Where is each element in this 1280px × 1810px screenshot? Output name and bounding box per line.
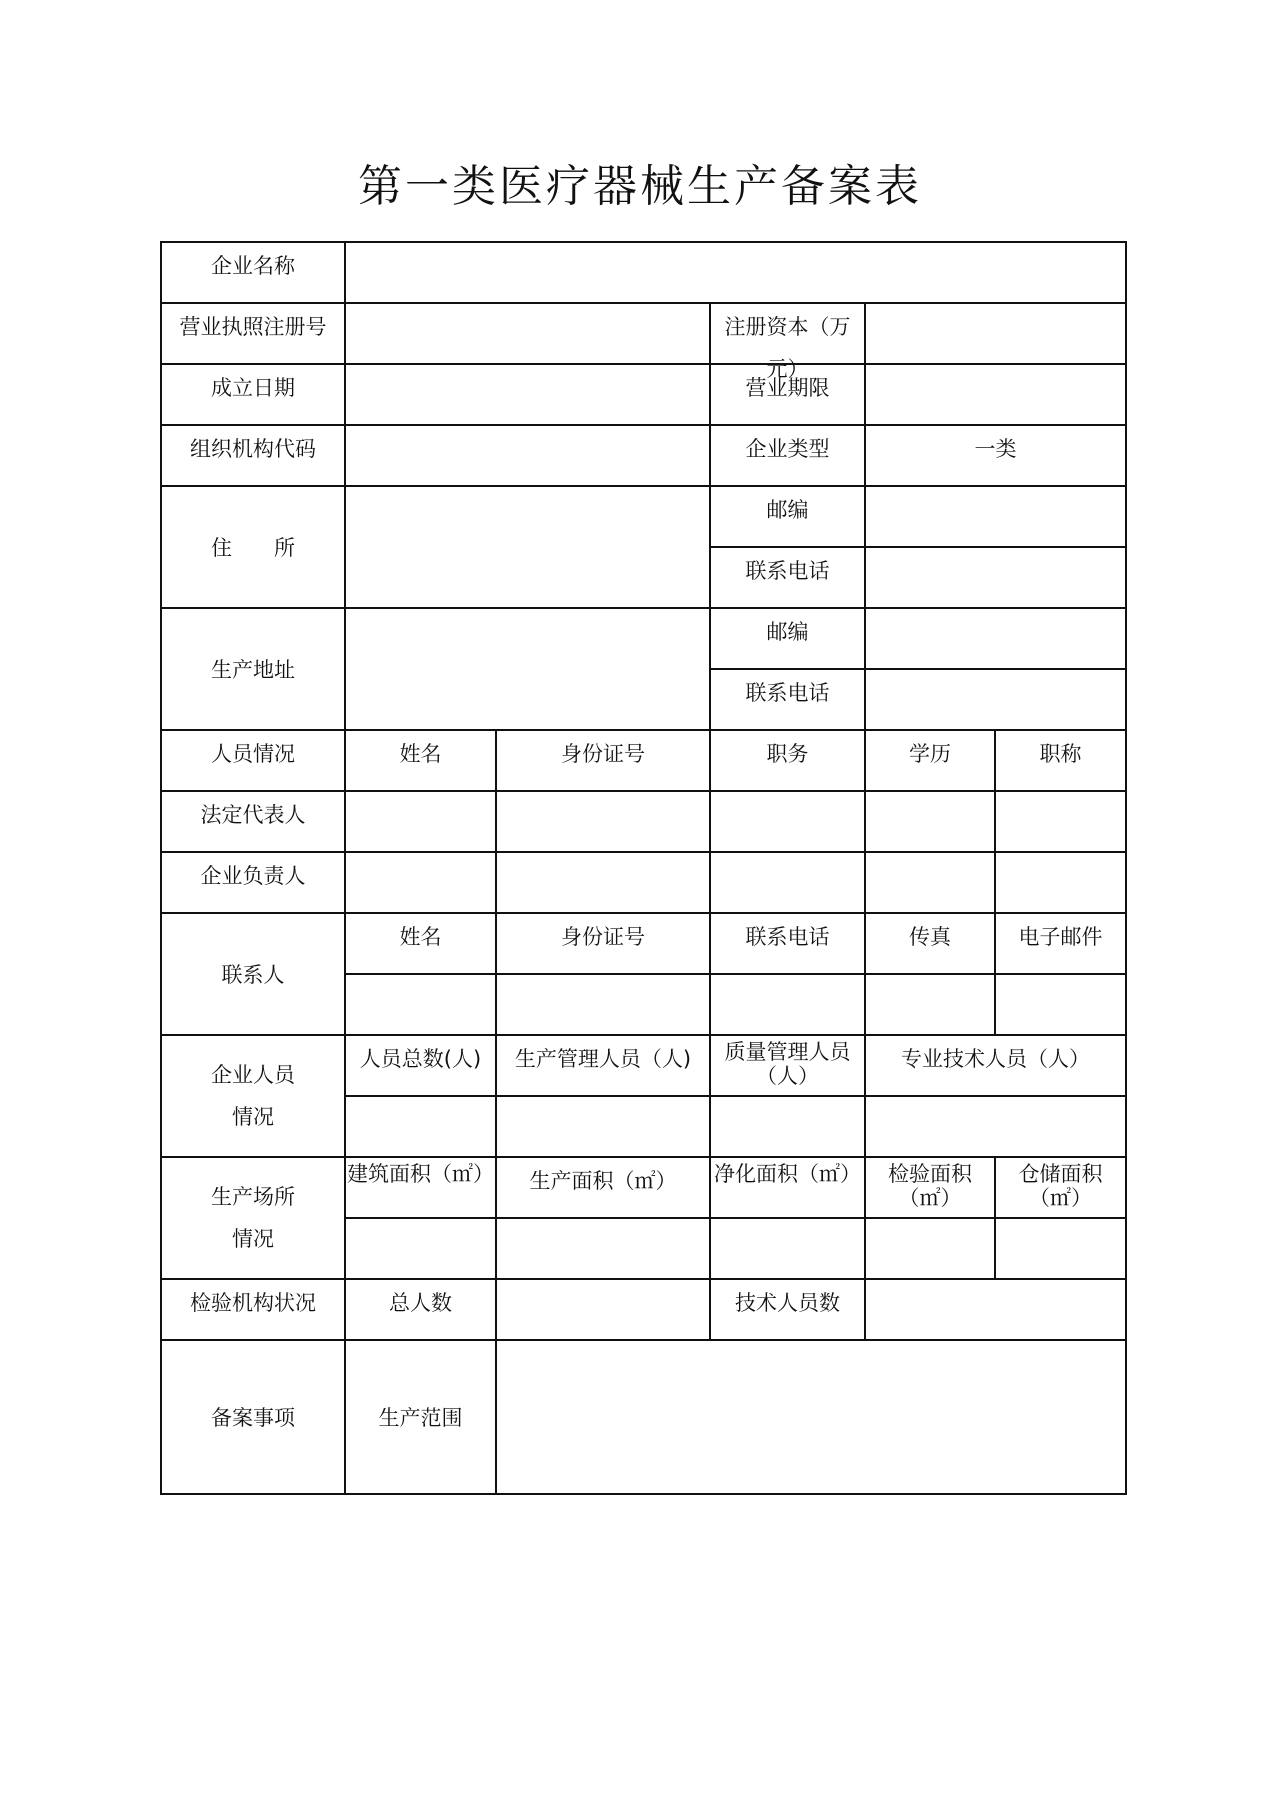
registered-capital-label: 注册资本（万元）: [710, 303, 865, 364]
org-code-field[interactable]: [345, 425, 710, 486]
site-col-storage-area: 仓储面积（㎡）: [995, 1157, 1126, 1218]
staff-col-technical: 专业技术人员（人）: [865, 1035, 1126, 1096]
production-phone-field[interactable]: [865, 669, 1126, 730]
residence-postcode-field[interactable]: [865, 486, 1126, 547]
legal-rep-label: 法定代表人: [161, 791, 345, 852]
contact-label: 联系人: [161, 913, 345, 1035]
personnel-col-education: 学历: [865, 730, 995, 791]
personnel-col-title: 职称: [995, 730, 1126, 791]
residence-label: 住 所: [161, 486, 345, 608]
contact-col-id: 身份证号: [496, 913, 710, 974]
company-name-label: 企业名称: [161, 242, 345, 303]
staff-total-field[interactable]: [345, 1096, 496, 1157]
personnel-header: 人员情况: [161, 730, 345, 791]
legal-rep-id-field[interactable]: [496, 791, 710, 852]
manager-position-field[interactable]: [710, 852, 865, 913]
staff-technical-field[interactable]: [865, 1096, 1126, 1157]
legal-rep-position-field[interactable]: [710, 791, 865, 852]
manager-title-field[interactable]: [995, 852, 1126, 913]
founding-date-label: 成立日期: [161, 364, 345, 425]
contact-name-field[interactable]: [345, 974, 496, 1035]
production-scope-label: 生产范围: [345, 1340, 496, 1494]
contact-fax-field[interactable]: [865, 974, 995, 1035]
business-term-field[interactable]: [865, 364, 1126, 425]
residence-phone-label: 联系电话: [710, 547, 865, 608]
company-type-value: 一类: [865, 425, 1126, 486]
site-building-area-field[interactable]: [345, 1218, 496, 1279]
site-inspection-area-field[interactable]: [865, 1218, 995, 1279]
inspection-total-label: 总人数: [345, 1279, 496, 1340]
staff-col-total: 人员总数(人): [345, 1035, 496, 1096]
production-phone-label: 联系电话: [710, 669, 865, 730]
org-code-label: 组织机构代码: [161, 425, 345, 486]
business-term-label: 营业期限: [710, 364, 865, 425]
contact-phone-field[interactable]: [710, 974, 865, 1035]
site-label: 生产场所 情况: [161, 1157, 345, 1279]
inspection-tech-label: 技术人员数: [710, 1279, 865, 1340]
manager-name-field[interactable]: [345, 852, 496, 913]
site-storage-area-field[interactable]: [995, 1218, 1126, 1279]
manager-id-field[interactable]: [496, 852, 710, 913]
inspection-tech-field[interactable]: [865, 1279, 1126, 1340]
production-postcode-label: 邮编: [710, 608, 865, 669]
license-no-label: 营业执照注册号: [161, 303, 345, 364]
inspection-label: 检验机构状况: [161, 1279, 345, 1340]
contact-col-email: 电子邮件: [995, 913, 1126, 974]
site-col-building-area: 建筑面积（㎡）: [345, 1157, 496, 1218]
site-col-clean-area: 净化面积（㎡）: [710, 1157, 865, 1218]
page-title: 第一类医疗器械生产备案表: [358, 161, 922, 212]
production-address-field[interactable]: [345, 608, 710, 730]
site-clean-area-field[interactable]: [710, 1218, 865, 1279]
site-production-area-field[interactable]: [496, 1218, 710, 1279]
contact-col-phone: 联系电话: [710, 913, 865, 974]
contact-col-fax: 传真: [865, 913, 995, 974]
registered-capital-field[interactable]: [865, 303, 1126, 364]
staff-production-field[interactable]: [496, 1096, 710, 1157]
contact-id-field[interactable]: [496, 974, 710, 1035]
production-scope-field[interactable]: [496, 1340, 1126, 1494]
contact-email-field[interactable]: [995, 974, 1126, 1035]
manager-education-field[interactable]: [865, 852, 995, 913]
filing-label: 备案事项: [161, 1340, 345, 1494]
site-col-inspection-area: 检验面积（㎡）: [865, 1157, 995, 1218]
personnel-col-position: 职务: [710, 730, 865, 791]
company-type-label: 企业类型: [710, 425, 865, 486]
filing-form-table: [160, 241, 1127, 1495]
inspection-total-field[interactable]: [496, 1279, 710, 1340]
site-col-production-area: 生产面积（㎡）: [496, 1157, 710, 1218]
staff-col-production: 生产管理人员（人): [496, 1035, 710, 1096]
company-name-field[interactable]: [345, 242, 1126, 303]
production-postcode-field[interactable]: [865, 608, 1126, 669]
production-address-label: 生产地址: [161, 608, 345, 730]
legal-rep-title-field[interactable]: [995, 791, 1126, 852]
staff-col-quality: 质量管理人员（人）: [710, 1035, 865, 1096]
legal-rep-name-field[interactable]: [345, 791, 496, 852]
residence-postcode-label: 邮编: [710, 486, 865, 547]
personnel-col-name: 姓名: [345, 730, 496, 791]
staff-quality-field[interactable]: [710, 1096, 865, 1157]
legal-rep-education-field[interactable]: [865, 791, 995, 852]
manager-label: 企业负责人: [161, 852, 345, 913]
license-no-field[interactable]: [345, 303, 710, 364]
staff-label: 企业人员 情况: [161, 1035, 345, 1157]
residence-field[interactable]: [345, 486, 710, 608]
founding-date-field[interactable]: [345, 364, 710, 425]
personnel-col-id: 身份证号: [496, 730, 710, 791]
contact-col-name: 姓名: [345, 913, 496, 974]
residence-phone-field[interactable]: [865, 547, 1126, 608]
